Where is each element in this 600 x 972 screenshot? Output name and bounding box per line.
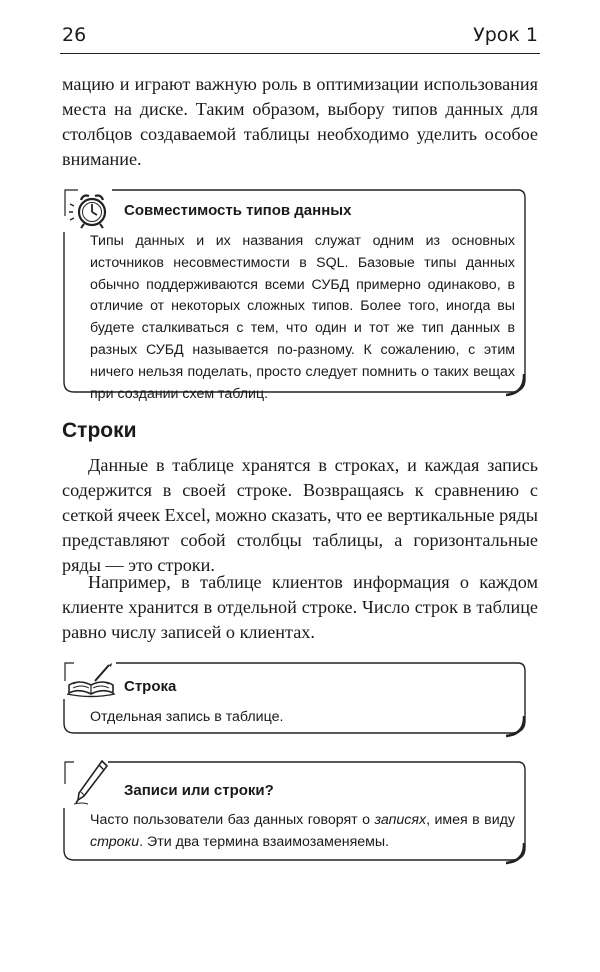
page-number: 26: [62, 24, 87, 46]
note-title: Совместимость типов данных: [124, 202, 352, 219]
note-text: [90, 810, 515, 854]
open-book-icon: [65, 661, 117, 699]
note-text-part: , имея в виду: [426, 812, 515, 828]
alarm-clock-icon: [68, 190, 112, 230]
note-text-part: Часто пользователи баз данных говорят о: [90, 812, 375, 828]
rows-paragraph-2: Например, в таблице клиентов информация о каждом клиенте хранится в отдельной строке. Число строк в таблице равно числу записей о клиентах.: [62, 572, 538, 642]
note-text: Типы данных и их названия служат одним из основных источников несовместимости в SQL. Базовые типы данных обычно поддерживаются всеми СУБД примерно одинаково, в отличие от некоторых сложных типов. Более того, иногда вы будете сталкиваться с тем, что один и тот же тип данных в разных СУБД называется по-разному. К сожалению, с этим ничего нельзя поделать, просто следует помнить о таких вещах при создании схем таблиц.: [90, 233, 515, 402]
header-rule: [60, 53, 540, 54]
note-text-emphasis: строки: [90, 833, 140, 850]
rows-paragraph-1: Данные в таблице хранятся в строках, и каждая запись содержится в своей строке. Возвращаясь к сравнению с сеткой ячеек Excel, можно сказать, что ее вертикальные ряды представляют собой столбцы таблицы, а горизонтальные ряды — это строки.: [62, 455, 538, 575]
chapter-title: Урок 1: [473, 24, 538, 46]
note-title: Строка: [124, 678, 177, 695]
compatibility-note: [60, 186, 528, 402]
note-text-emphasis: записях: [374, 812, 427, 828]
note-title: Записи или строки?: [124, 782, 274, 799]
section-heading: Строки: [62, 419, 137, 442]
tip-note: [60, 758, 528, 866]
note-text: Отдельная запись в таблице.: [90, 709, 284, 725]
intro-paragraph: мацию и играют важную роль в оптимизации использования места на диске. Таким образом, выбору типов данных для столбцов создаваемой таблицы необходимо уделить особое внимание.: [62, 74, 538, 169]
note-text-part: . Эти два термина взаимозаменяемы.: [139, 833, 390, 850]
running-header: [62, 24, 538, 52]
pencil-icon: [72, 758, 110, 806]
definition-note: [60, 659, 528, 738]
